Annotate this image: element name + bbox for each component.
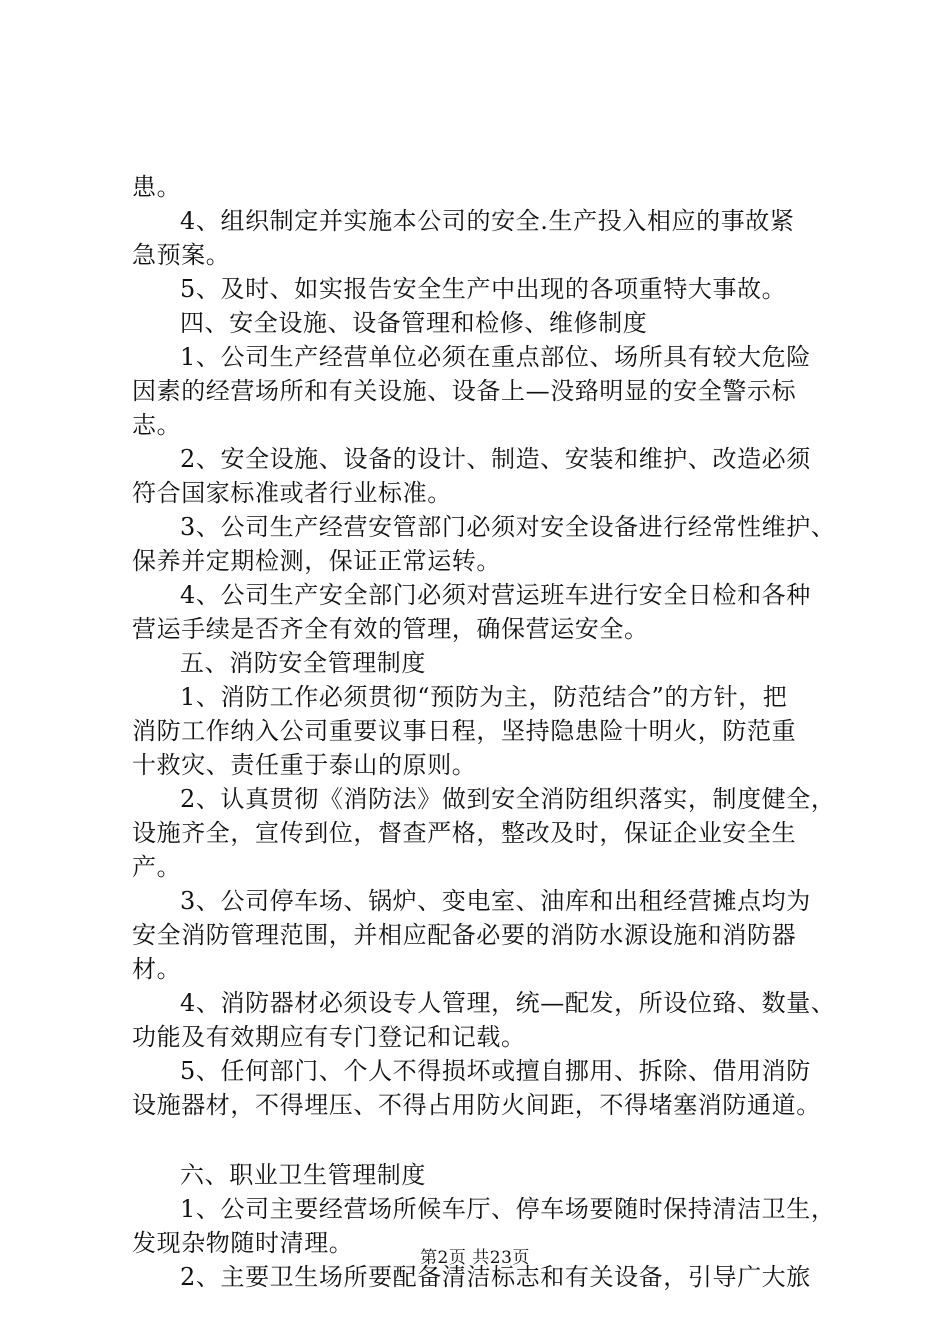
text-line: 3、公司生产经营安管部门必须对安全设备进行经常性维护、 bbox=[180, 513, 836, 541]
page-number-footer: 第2页 共23页 bbox=[420, 1248, 530, 1268]
text-line: 4、消防器材必须设专人管理，统—配发，所设位臵、数量、 bbox=[180, 989, 836, 1017]
text-line: 4、公司生产安全部门必须对营运班车进行安全日检和各种 bbox=[180, 581, 811, 609]
text-line: 设施器材，不得埋压、不得占用防火间距，不得堵塞消防通道。 bbox=[132, 1091, 821, 1119]
paragraph-gap bbox=[132, 1122, 852, 1158]
text-line: 3、公司停车场、锅炉、变电室、油库和出租经营摊点均为 bbox=[180, 887, 811, 915]
text-line: 1、消防工作必须贯彻“预防为主，防范结合”的方针，把 bbox=[180, 683, 788, 711]
text-line: 六、职业卫生管理制度 bbox=[180, 1161, 426, 1189]
text-line: 1、公司主要经营场所候车厅、停车场要随时保持清洁卫生， bbox=[180, 1195, 836, 1223]
text-line: 5、任何部门、个人不得损坏或擅自挪用、拆除、借用消防 bbox=[180, 1057, 811, 1085]
text-line: 4、组织制定并实施本公司的安全.生产投入相应的事故紧 bbox=[180, 207, 795, 235]
text-line: 2、安全设施、设备的设计、制造、安装和维护、改造必须 bbox=[180, 445, 811, 473]
text-line: 保养并定期检测，保证正常运转。 bbox=[132, 547, 501, 575]
text-line: 材。 bbox=[132, 955, 182, 983]
document-body bbox=[132, 170, 852, 1294]
text-line: 产。 bbox=[132, 853, 182, 881]
text-line: 营运手续是否齐全有效的管理，确保营运安全。 bbox=[132, 615, 649, 643]
text-line: 2、主要卫生场所要配备清洁标志和有关设备，引导广大旅 bbox=[180, 1263, 811, 1291]
text-line: 急预案。 bbox=[132, 241, 231, 269]
text-line: 5、及时、如实报告安全生产中出现的各项重特大事故。 bbox=[180, 275, 787, 303]
text-line: 患。 bbox=[132, 173, 182, 201]
text-line: 消防工作纳入公司重要议事日程，坚持隐患险十明火，防范重 bbox=[132, 717, 797, 745]
text-line: 四、安全设施、设备管理和检修、维修制度 bbox=[180, 309, 648, 337]
text-line: 发现杂物随时清理。 bbox=[132, 1229, 354, 1257]
text-line: 1、公司生产经营单位必须在重点部位、场所具有较大危险 bbox=[180, 343, 811, 371]
text-line: 志。 bbox=[132, 411, 182, 439]
text-line: 十救灾、责任重于泰山的原则。 bbox=[132, 751, 477, 779]
text-line: 五、消防安全管理制度 bbox=[180, 649, 426, 677]
text-line: 安全消防管理范围，并相应配备必要的消防水源设施和消防器 bbox=[132, 921, 797, 949]
text-line: 功能及有效期应有专门登记和记载。 bbox=[132, 1023, 526, 1051]
text-line: 符合国家标准或者行业标准。 bbox=[132, 479, 452, 507]
text-line: 2、认真贯彻《消防法》做到安全消防组织落实，制度健全， bbox=[180, 785, 836, 813]
text-line: 因素的经营场所和有关设施、设备上—没臵明显的安全警示标 bbox=[132, 377, 797, 405]
text-line: 设施齐全，宣传到位，督查严格，整改及时，保证企业安全生 bbox=[132, 819, 797, 847]
